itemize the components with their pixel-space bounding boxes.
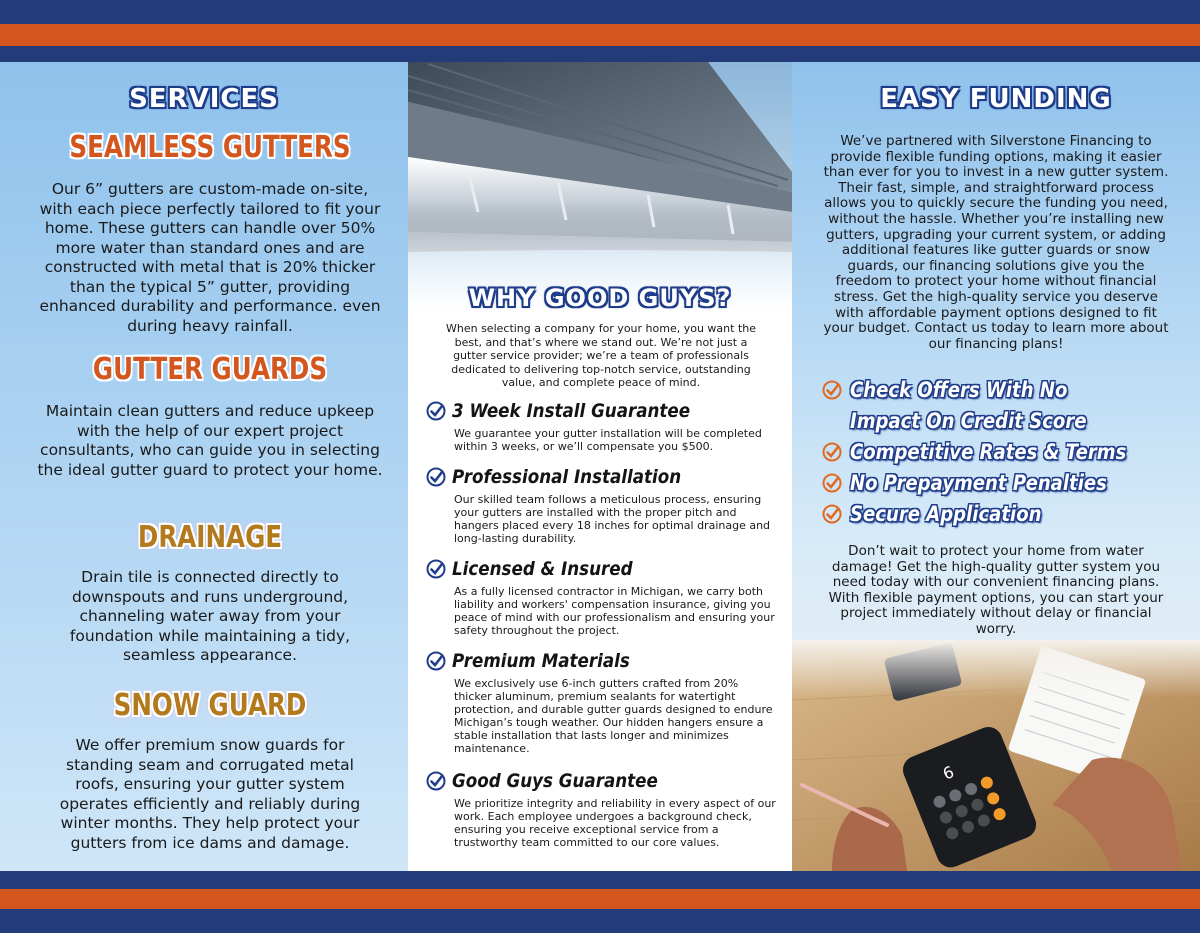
services-panel <box>0 62 408 871</box>
perk-competitive-rates <box>822 437 1171 468</box>
feature-title: Professional Installation <box>452 466 682 488</box>
seamless-gutters-text: Our 6” gutters are custom-made on-site, with each piece perfectly tailored to fit your home. These gutters can handle over 50% more water than standard ones and are constructed with metal that is 20% thicker than the typical 5” gutter, providing enhanced durability and performance. even during heavy rainfall. <box>39 180 381 335</box>
feature-install-guarantee <box>426 400 776 453</box>
check-circle-icon <box>822 504 842 524</box>
feature-professional-installation <box>426 466 776 545</box>
services-heading: SERVICES <box>129 84 279 114</box>
feature-text: As a fully licensed contractor in Michigan, we carry both liability and workers' compensation insurance, giving you peace of mind with our professionalism and ensuring your safety throughout the project. <box>454 585 775 637</box>
perk-text-line2: Impact On Credit Score <box>850 409 1087 433</box>
bottom-orange-band <box>0 889 1200 909</box>
feature-title: Good Guys Guarantee <box>452 770 658 792</box>
bottom-navy-band-outer <box>0 909 1200 933</box>
snow-guard-text: We offer premium snow guards for standing seam and corrugated metal roofs, ensuring your gutter system operates efficiently and reliably during winter months. They help protect your gutters from ice dams and damage. <box>59 736 361 852</box>
calculator-photo <box>792 640 1200 871</box>
perk-text: Check Offers With No <box>850 378 1068 402</box>
perk-text: Secure Application <box>850 502 1042 526</box>
top-orange-band <box>0 24 1200 46</box>
feature-text: We guarantee your gutter installation will be completed within 3 weeks, or we’ll compensate you $500. <box>454 427 762 453</box>
perk-no-prepayment <box>822 468 1149 499</box>
check-circle-icon <box>822 473 842 493</box>
easy-funding-heading: EASY FUNDING <box>880 84 1112 114</box>
feature-text: Our skilled team follows a meticulous process, ensuring your gutters are installed with the proper pitch and hangers placed every 18 inches for optimal drainage and long-lasting durability. <box>454 493 771 545</box>
calculator-desk-illustration <box>792 640 1200 871</box>
feature-title: 3 Week Install Guarantee <box>452 400 691 422</box>
feature-premium-materials <box>426 650 776 755</box>
snow-guard-heading: SNOW GUARD <box>113 688 307 723</box>
perk-credit-score <box>822 375 1125 437</box>
perk-text: Competitive Rates & Terms <box>850 440 1127 464</box>
gutter-roof-illustration <box>408 62 792 312</box>
check-circle-icon <box>426 467 446 487</box>
check-circle-icon <box>426 401 446 421</box>
top-navy-band <box>0 0 1200 24</box>
perk-secure-application <box>822 499 1073 530</box>
feature-good-guys-guarantee <box>426 770 776 849</box>
funding-panel <box>792 62 1200 871</box>
why-good-guys-heading: WHY GOOD GUYS? <box>468 284 732 312</box>
drainage-heading: DRAINAGE <box>137 520 283 555</box>
check-circle-icon <box>822 380 842 400</box>
top-navy-band-inner <box>0 46 1200 62</box>
check-circle-icon <box>822 442 842 462</box>
why-intro-text: When selecting a company for your home, you want the best, and that’s where we stand out. We’re not just a gutter service provider; we’re a team of professionals dedicated to delivering top-notch service, outstanding value, and complete peace of mind. <box>445 322 756 389</box>
check-circle-icon <box>426 771 446 791</box>
drainage-text: Drain tile is connected directly to downspouts and runs underground, channeling water away from your foundation while maintaining a tidy, seamless appearance. <box>69 568 351 664</box>
gutter-guards-heading: GUTTER GUARDS <box>92 352 328 387</box>
why-panel <box>408 62 792 871</box>
check-circle-icon <box>426 559 446 579</box>
feature-title: Premium Materials <box>452 650 630 672</box>
feature-licensed-insured <box>426 558 776 637</box>
perk-text: No Prepayment Penalties <box>850 471 1107 495</box>
feature-text: We exclusively use 6-inch gutters crafted from 20% thicker aluminum, premium sealants for watertight protection, and durable gutter guards designed to endure Michigan’s tough weather. Our hidden hangers ensure a stable installation that lasts longer and minimizes maintenance. <box>454 677 773 755</box>
closing-text: Don’t wait to protect your home from water damage! Get the high-quality gutter system you need today with our convenient financing plans. With flexible payment options, you can start your project immediately without delay or financial worry. <box>828 543 1164 637</box>
gutter-roof-photo <box>408 62 792 312</box>
seamless-gutters-heading: SEAMLESS GUTTERS <box>69 130 351 165</box>
gutter-guards-text: Maintain clean gutters and reduce upkeep with the help of our expert project consultants, who can guide you in selecting the ideal gutter guard to protect your home. <box>37 402 383 479</box>
bottom-navy-band <box>0 871 1200 889</box>
feature-text: We prioritize integrity and reliability in every aspect of our work. Each employee undergoes a background check, ensuring you receive exceptional service from a trustworthy team committed to our core values. <box>454 797 776 849</box>
check-circle-icon <box>426 651 446 671</box>
feature-title: Licensed & Insured <box>452 558 633 580</box>
funding-text: We’ve partnered with Silverstone Financing to provide flexible funding options, making it easier than ever for you to invest in a new gutter system. Their fast, simple, and straightforward process allows you to quickly secure the funding you need, without the hassle. Whether you’re installing new gutters, upgrading your current system, or adding additional features like gutter guards or snow guards, our financing solutions give you the freedom to protect your home without financial stress. Get the high-quality service you deserve with affordable payment options designed to fit your budget. Contact us today to learn more about our financing plans! <box>823 133 1169 352</box>
